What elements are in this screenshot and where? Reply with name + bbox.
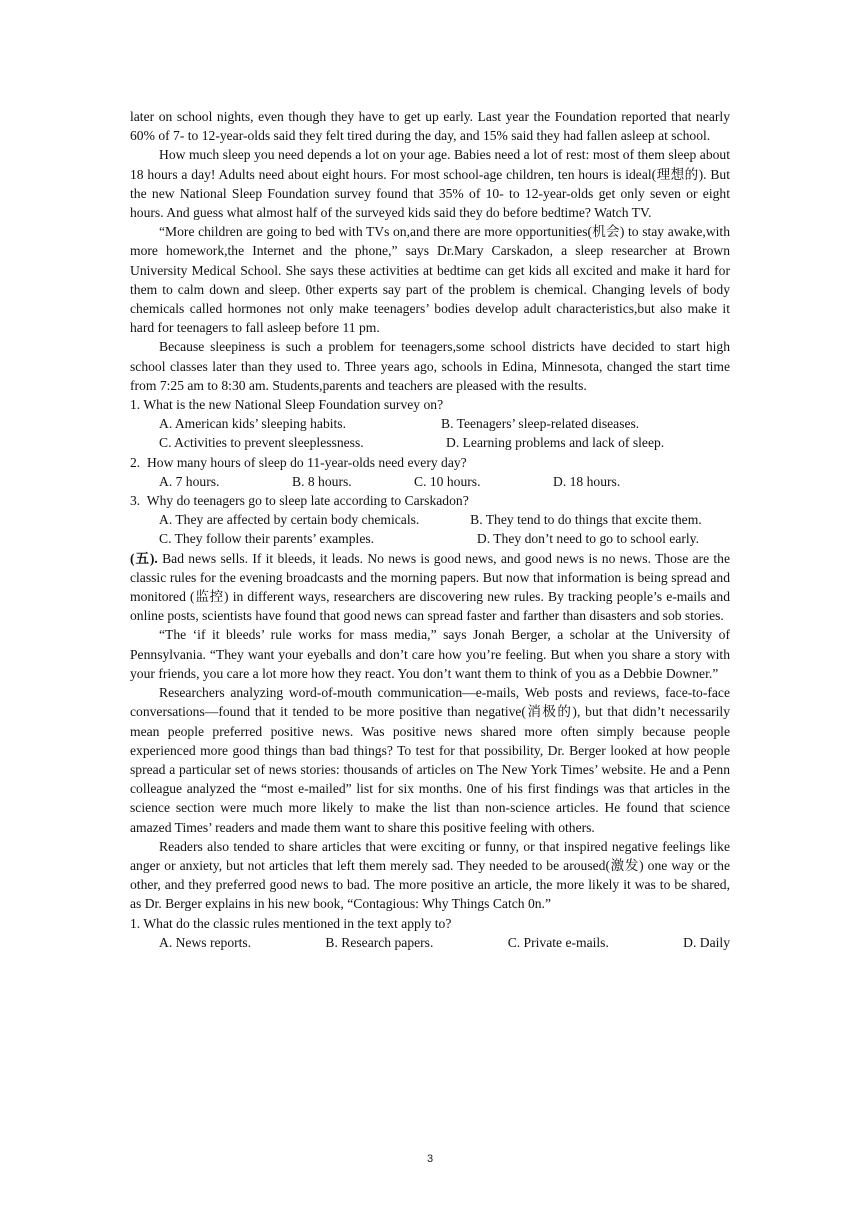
passage5-question-1-options <box>159 933 730 952</box>
passage5-paragraph-3: Researchers analyzing word-of-mouth communication—e-mails, Web posts and reviews, face-to-face conversations—found that it tended to be more positive than negative(消极的), but that didn’t necessarily mean people preferred positive news. Was positive news shared more often simply because people experienced more good things than bad things? To test for that possibility, Dr. Berger looked at how people spread a particular set of news stories: thousands of articles on The New York Times’ website. He and a Penn colleague analyzed the “most e-mailed” list for six months. 0ne of his first findings was that articles in the science section were much more likely to make the list than non-science articles. He found that science amazed Times’ readers and made them want to share this positive feeling with others. <box>130 685 730 835</box>
q1-option-c: C. Activities to prevent sleeplessness. <box>159 435 364 451</box>
q3-option-d: D. They don’t need to go to school early. <box>476 531 699 547</box>
passage4-paragraph-1: later on school nights, even though they have to get up early. Last year the Foundation reported that nearly 60% of 7- to 12-year-olds said they felt tired during the day, and 15% said they had fallen asleep at school. <box>130 109 730 144</box>
passage4-question-1: 1. What is the new National Sleep Foundation survey on? <box>130 397 444 413</box>
q1-option-a: A. American kids’ sleeping habits. <box>159 416 346 432</box>
question-1-options-row-2 <box>159 433 730 452</box>
q3-option-b: B. They tend to do things that excite them. <box>470 512 702 528</box>
question-1-options-row-1 <box>159 414 730 433</box>
passage5-question-1: 1. What do the classic rules mentioned in the text apply to? <box>130 915 452 931</box>
q2-option-d: D. 18 hours. <box>553 473 621 489</box>
passage4-paragraph-3: “More children are going to bed with TVs on,and there are more opportunities(机会) to stay awake,with more homework,the Internet and the phone,” says Dr.Mary Carskadon, a sleep researcher at Brown University Medical School. She says these activities at bedtime can get kids all excited and make it hard for them to calm down and sleep. 0ther experts say part of the problem is chemical. Changing levels of body chemicals called hormones not only make teenagers’ bodies develop adult characteristics,but also make it hard for teenagers to fall asleep before 11 pm. <box>130 224 730 336</box>
q1-option-b: B. Teenagers’ sleep-related diseases. <box>441 416 640 432</box>
p5-q1-option-c: C. Private e-mails. <box>507 934 609 950</box>
passage4-question-3: 3. Why do teenagers go to sleep late according to Carskadon? <box>130 493 469 509</box>
q2-option-c: C. 10 hours. <box>414 473 481 489</box>
p5-q1-option-b: B. Research papers. <box>325 934 434 950</box>
q2-option-a: A. 7 hours. <box>159 473 220 489</box>
passage5-paragraph-1-text: Bad news sells. If it bleeds, it leads. No news is good news, and good news is no news. Those are the classic rules for the evening broadcasts and the morning papers. But now that information is being spread and monitored (监控) in different ways, researchers are discovering new rules. By tracking people’s e-mails and online posts, scientists have found that good news can spread faster and farther than disasters and sob stories. <box>130 550 731 624</box>
passage4-paragraph-4: Because sleepiness is such a problem for teenagers,some school districts have decided to start high school classes later than they used to. Three years ago, schools in Edina, Minnesota, changed the start time from 7:25 am to 8:30 am. Students,parents and teachers are pleased with the results. <box>130 339 730 393</box>
page-content <box>130 107 730 952</box>
passage5-label: (五). <box>130 550 158 566</box>
passage5-paragraph-4: Readers also tended to share articles that were exciting or funny, or that inspired negative feelings like anger or anxiety, but not articles that left them merely sad. They needed to be aroused(激发) one way or the other, and they preferred good news to bad. The more positive an article, the more likely it was to be shared, as Dr. Berger explains in his new book, “Contagious: Why Things Catch 0n.” <box>130 838 730 912</box>
passage5-paragraph-1 <box>130 549 730 626</box>
page-number: 3 <box>426 1153 434 1165</box>
q3-options-cd <box>130 529 730 548</box>
q3-options-ab <box>130 510 730 529</box>
q3-option-a: A. They are affected by certain body chemicals. <box>159 512 420 528</box>
p5-q1-option-a: A. News reports. <box>159 934 252 950</box>
question-2-options-row <box>159 472 730 491</box>
q1-option-d: D. Learning problems and lack of sleep. <box>446 435 665 451</box>
passage4-question-2: 2. How many hours of sleep do 11-year-olds need every day? <box>130 454 467 470</box>
passage5-paragraph-2: “The ‘if it bleeds’ rule works for mass media,” says Jonah Berger, a scholar at the University of Pennsylvania. “They want your eyeballs and don’t care how you’re feeling. But when you share a story with your friends, you care a lot more how they react. You don’t want them to think of you as a Debbie Downer.” <box>130 627 730 681</box>
p5-q1-option-d: D. Daily <box>683 934 730 950</box>
q2-option-b: B. 8 hours. <box>292 473 352 489</box>
passage4-paragraph-2: How much sleep you need depends a lot on your age. Babies need a lot of rest: most of them sleep about 18 hours a day! Adults need about eight hours. For most school-age children, ten hours is ideal(理想的). But the new National Sleep Foundation survey found that 35% of 10- to 12-year-olds get only seven or eight hours. And guess what almost half of the surveyed kids said they do before bedtime? Watch TV. <box>130 147 730 221</box>
q3-option-c: C. They follow their parents’ examples. <box>159 531 375 547</box>
